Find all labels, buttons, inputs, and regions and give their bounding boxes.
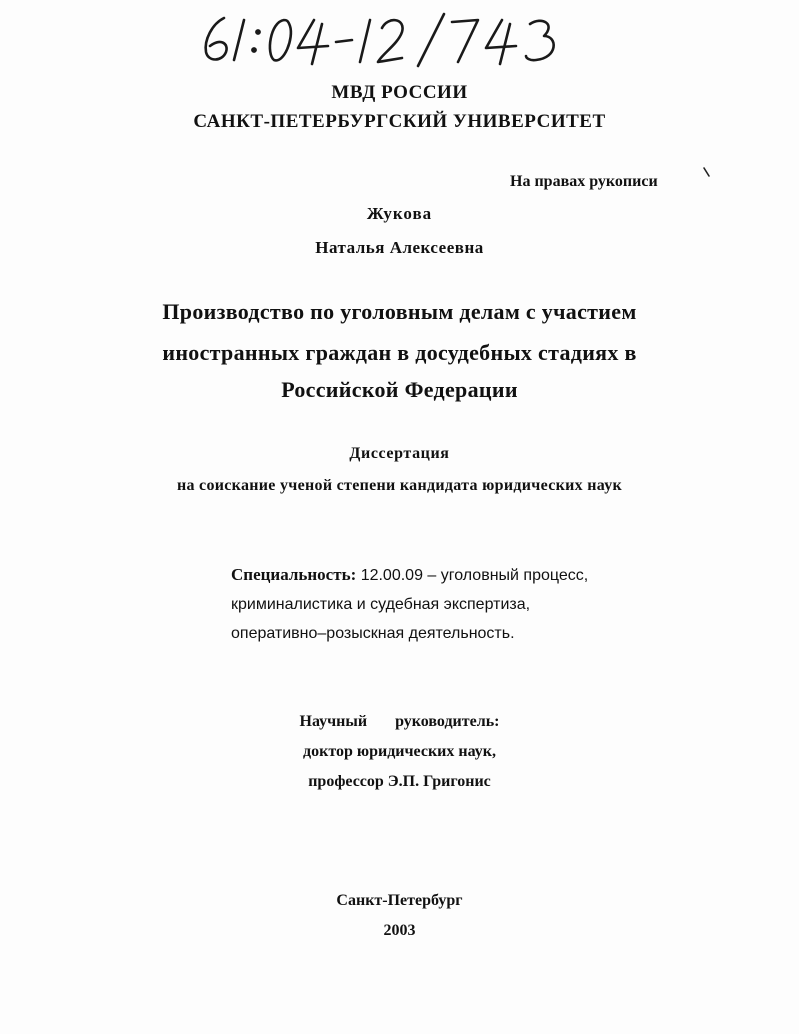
specialty-line-3: оперативно–розыскная деятельность. — [231, 625, 515, 642]
ministry-name: МВД РОССИИ — [331, 82, 468, 103]
degree-statement: на соискание ученой степени кандидата юридических наук — [176, 477, 623, 494]
specialty-line-1 — [231, 565, 588, 585]
title-line-1: Производство по уголовным делам с участием — [162, 299, 637, 324]
supervisor-word-2: руководитель: — [395, 713, 500, 730]
specialty-line-2: криминалистика и судебная экспертиза, — [231, 596, 531, 613]
dissertation-label: Диссертация — [349, 445, 450, 462]
city: Санкт-Петербург — [336, 892, 463, 909]
title-line-3: Российской Федерации — [281, 377, 518, 402]
supervisor-word-1: Научный — [299, 713, 368, 730]
supervisor-degree: доктор юридических наук, — [303, 743, 496, 760]
pen-mark-icon — [702, 166, 712, 180]
supervisor-name: профессор Э.П. Григонис — [308, 773, 491, 790]
specialty-code: 12.00.09 – уголовный процесс, — [360, 567, 589, 584]
specialty-label: Специальность: — [231, 565, 357, 584]
year: 2003 — [383, 922, 416, 939]
rights-note: На правах рукописи — [510, 173, 658, 190]
supervisor-heading — [0, 713, 799, 731]
author-surname: Жукова — [366, 204, 433, 223]
title-line-2: иностранных граждан в досудебных стадиях в — [162, 340, 637, 365]
author-name: Наталья Алексеевна — [315, 238, 484, 257]
handwritten-archive-number — [196, 10, 596, 68]
university-name: САНКТ-ПЕТЕРБУРГСКИЙ УНИВЕРСИТЕТ — [193, 111, 606, 132]
